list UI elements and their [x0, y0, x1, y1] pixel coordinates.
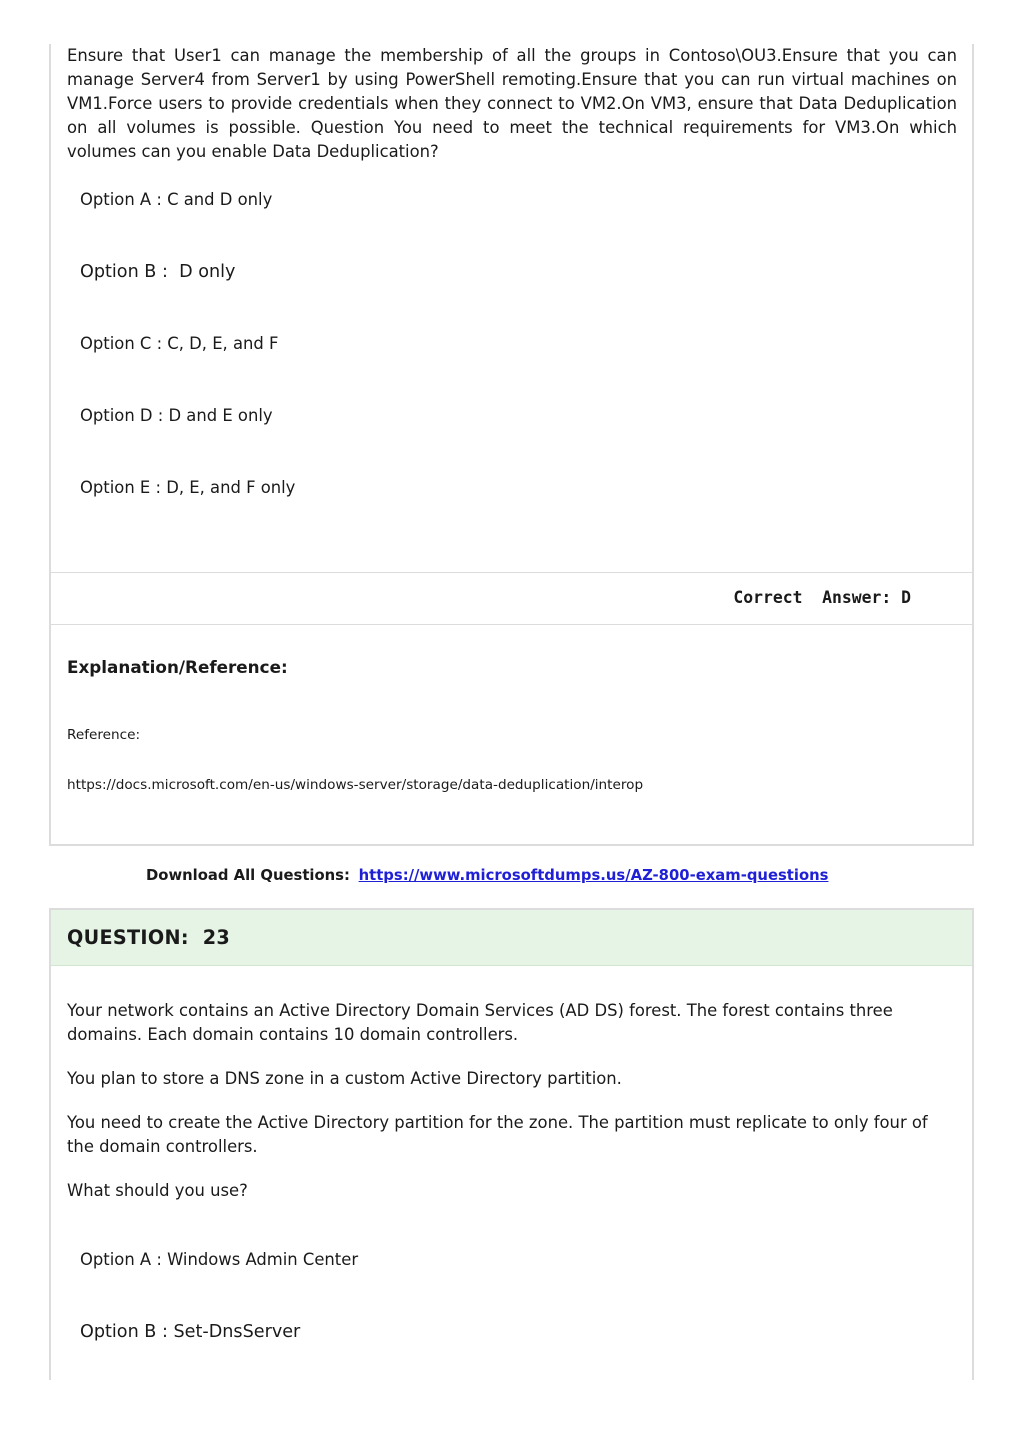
previous-question-text: Ensure that User1 can manage the membership of all the groups in Contoso\OU3.Ensure that you can manage Server4 from Server1 by using PowerShell remoting.Ensure that you can run virtual machines on VM1.Force users to provide credentials when they connect to VM2.On VM3, ensure that Data Deduplication on all volumes is possible. Question You need to meet the technical requirements for VM3.On which volumes can you enable Data Deduplication? [67, 46, 957, 161]
question-paragraph-1: Your network contains an Active Directory Domain Services (AD DS) forest. The forest contains three domains. Each domain contains 10 domain controllers. [67, 1001, 893, 1044]
question-card [49, 908, 974, 1380]
question-paragraph-3: You need to create the Active Directory partition for the zone. The partition must replicate to only four of the domain controllers. [67, 1113, 928, 1156]
correct-answer: Correct Answer: D [733, 588, 911, 607]
reference-url: https://docs.microsoft.com/en-us/windows-server/storage/data-deduplication/interop [67, 777, 644, 793]
download-link[interactable]: https://www.microsoftdumps.us/AZ-800-exam-questions [358, 867, 829, 884]
question-header [51, 910, 972, 966]
previous-option-e: Option E : D, E, and F only [80, 478, 296, 497]
question-paragraph-2: You plan to store a DNS zone in a custom Active Directory partition. [67, 1069, 622, 1088]
reference-label: Reference: [67, 727, 141, 743]
question-paragraph-4: What should you use? [67, 1181, 248, 1200]
previous-option-d: Option D : D and E only [80, 406, 273, 425]
previous-option-b: Option B : D only [80, 262, 236, 282]
download-label: Download All Questions: [146, 867, 350, 884]
question-option-b: Option B : Set-DnsServer [80, 1322, 301, 1342]
question-number: QUESTION: 23 [67, 926, 231, 949]
question-option-a: Option A : Windows Admin Center [80, 1250, 359, 1269]
previous-option-c: Option C : C, D, E, and F [80, 334, 279, 353]
download-line [146, 864, 828, 888]
previous-option-a: Option A : C and D only [80, 190, 273, 209]
correct-answer-row [51, 572, 972, 625]
explanation-title: Explanation/Reference: [67, 657, 288, 677]
previous-question-card [49, 44, 974, 846]
